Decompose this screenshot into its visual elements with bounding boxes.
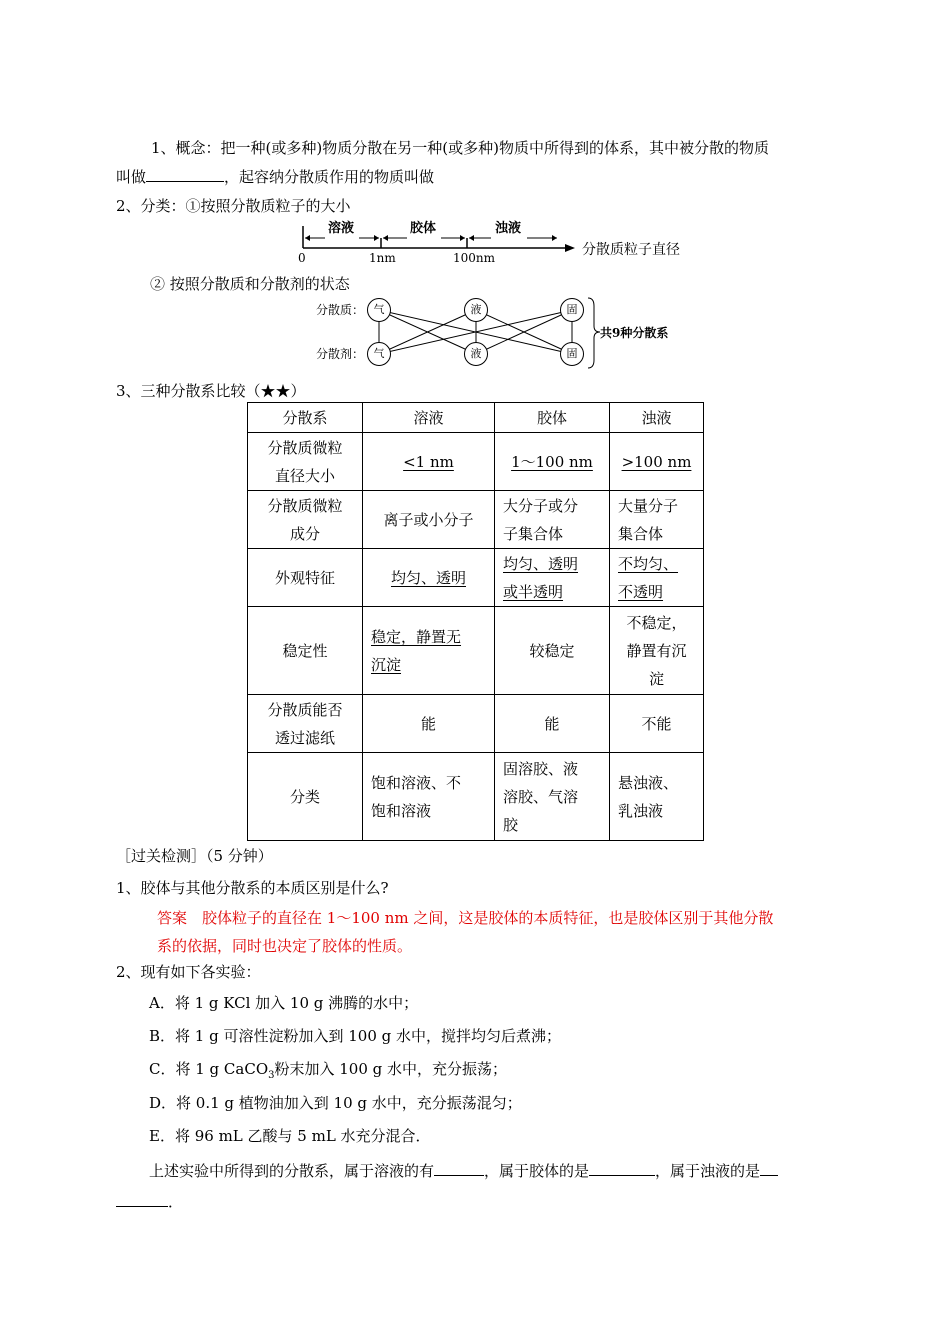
cell-line: 沉淀	[371, 655, 402, 674]
fill-line-1	[149, 1160, 778, 1181]
blank-solution[interactable]	[434, 1160, 484, 1176]
classification-heading: 2、分类：①按照分散质粒子的大小	[116, 197, 351, 215]
cell-line: 大分子或分	[503, 496, 579, 515]
node-dispersoid-gas: 气	[367, 298, 391, 322]
table-cell	[495, 491, 610, 549]
cell-line: 1～100 nm	[511, 452, 593, 471]
concept-line-2	[116, 166, 434, 187]
cell-line: 不均匀、	[618, 554, 679, 573]
cell-line: 子集合体	[503, 524, 564, 543]
cell-line: 均匀、透明	[390, 568, 466, 587]
scale-segment-suspension: 浊液	[495, 221, 522, 236]
table-cell	[610, 753, 704, 841]
table-row	[248, 433, 704, 491]
cell-line: 较稳定	[529, 641, 575, 660]
table-cell	[610, 433, 704, 491]
row-label-line: 透过滤纸	[274, 728, 335, 747]
row-label	[248, 695, 363, 753]
question-1: 1、胶体与其他分散系的本质区别是什么?	[116, 879, 389, 897]
row-label-line: 成分	[289, 524, 320, 543]
table-cell	[610, 549, 704, 607]
scale-segment-colloid: 胶体	[410, 221, 437, 236]
scale-axis-label: 分散质粒子直径	[582, 242, 680, 258]
concept-line-1: 1、概念：把一种(或多种)物质分散在另一种(或多种)物质中所得到的体系，其中被分散的物质	[151, 139, 769, 157]
cell-line: 不能	[641, 714, 672, 733]
check-heading: ［过关检测］（5 分钟）	[116, 847, 273, 865]
answer-1-line-2: 系的依据，同时也决定了胶体的性质。	[157, 937, 413, 955]
option-b: B．将 1 g 可溶性淀粉加入到 100 g 水中，搅拌均匀后煮沸；	[149, 1027, 562, 1045]
row-label-line: 分散质能否	[267, 700, 343, 719]
row-label-line: 分类	[289, 787, 320, 806]
scale-segment-solution: 溶液	[328, 221, 355, 236]
scale-tick-0: 0	[298, 251, 306, 265]
row-label	[248, 491, 363, 549]
cell-line: 固溶胶、液	[503, 759, 579, 778]
table-row	[248, 491, 704, 549]
table-row	[248, 753, 704, 841]
table-cell	[363, 753, 495, 841]
table-cell	[363, 695, 495, 753]
concept-text-a: 叫做	[116, 168, 147, 186]
row-label-line: 稳定性	[282, 641, 328, 660]
option-c-rest: 粉末加入 100 g 水中，充分振荡；	[274, 1060, 508, 1078]
row-label-dispersoid: 分散质：	[316, 303, 365, 317]
table-cell	[495, 753, 610, 841]
blank-suspension-start[interactable]	[760, 1160, 778, 1176]
option-e: E．将 96 mL 乙酸与 5 mL 水充分混合．	[149, 1127, 431, 1145]
table-cell	[363, 607, 495, 695]
cell-line: 均匀、透明	[503, 554, 579, 573]
cell-line: 不稳定，	[626, 613, 687, 632]
cell-line: >100 nm	[621, 452, 692, 471]
table-cell	[363, 491, 495, 549]
table-cell	[495, 549, 610, 607]
comparison-table	[247, 402, 704, 841]
fill-line-2	[116, 1191, 183, 1212]
cell-line: 悬浊液、	[618, 773, 679, 792]
scale-tick-100nm: 100nm	[453, 251, 496, 265]
answer-1-line-1: 答案 胶体粒子的直径在 1～100 nm 之间，这是胶体的本质特征，也是胶体区别于其他分散	[157, 909, 774, 927]
cell-line: <1 nm	[403, 452, 454, 471]
node-medium-solid: 固	[560, 342, 584, 366]
option-c-subscript: 3	[268, 1070, 275, 1081]
row-label	[248, 433, 363, 491]
blank-colloid[interactable]	[589, 1160, 655, 1176]
cell-line: 离子或小分子	[383, 510, 474, 529]
table-header-row	[248, 403, 704, 433]
cell-line: 乳浊液	[618, 801, 664, 820]
fill-text-colloid: ，属于胶体的是	[484, 1162, 590, 1180]
cell-line: 能	[544, 714, 560, 733]
table-cell	[363, 549, 495, 607]
row-label-line: 外观特征	[274, 568, 335, 587]
blank-dispersoid[interactable]	[146, 166, 224, 182]
header-cell: 分散系	[248, 403, 363, 433]
row-label-line: 分散质微粒	[267, 438, 343, 457]
state-combination-diagram	[312, 296, 692, 372]
concept-text-b: ，起容纳分散质作用的物质叫做	[224, 168, 435, 186]
table-cell	[495, 607, 610, 695]
fill-period: ．	[168, 1193, 184, 1211]
cell-line: 饱和溶液、不	[371, 773, 462, 792]
table-row	[248, 549, 704, 607]
table-cell	[495, 695, 610, 753]
node-dispersoid-solid: 固	[560, 298, 584, 322]
header-cell: 溶液	[363, 403, 495, 433]
cell-line: 饱和溶液	[371, 801, 432, 820]
cell-line: 溶胶、气溶	[503, 787, 579, 806]
fill-text-solution: 上述实验中所得到的分散系，属于溶液的有	[149, 1162, 435, 1180]
cell-line: 集合体	[618, 524, 664, 543]
comparison-heading: 3、三种分散系比较（★★）	[116, 382, 306, 400]
cell-line: 淀	[648, 669, 664, 688]
header-cell: 胶体	[495, 403, 610, 433]
table-row	[248, 695, 704, 753]
row-label	[248, 549, 363, 607]
node-medium-liquid: 液	[464, 342, 488, 366]
table-cell	[610, 491, 704, 549]
table-cell	[495, 433, 610, 491]
cell-line: 能	[420, 714, 436, 733]
table-row	[248, 607, 704, 695]
cell-line: 或半透明	[503, 582, 564, 601]
row-label-line: 直径大小	[274, 466, 335, 485]
row-label	[248, 753, 363, 841]
node-medium-gas: 气	[367, 342, 391, 366]
row-label-line: 分散质微粒	[267, 496, 343, 515]
cell-line: 静置有沉	[626, 641, 687, 660]
option-d: D．将 0.1 g 植物油加入到 10 g 水中，充分振荡混匀；	[149, 1094, 522, 1112]
option-a: A．将 1 g KCl 加入 10 g 沸腾的水中；	[149, 994, 419, 1012]
table-cell	[610, 695, 704, 753]
cell-line: 稳定，静置无	[371, 627, 462, 646]
header-cell: 浊液	[610, 403, 704, 433]
row-label	[248, 607, 363, 695]
table-cell	[363, 433, 495, 491]
blank-suspension-end[interactable]	[116, 1191, 168, 1207]
particle-size-scale	[295, 218, 695, 268]
row-label-medium: 分散剂：	[316, 347, 365, 361]
scale-tick-1nm: 1nm	[369, 251, 396, 265]
question-2: 2、现有如下各实验：	[116, 963, 261, 981]
option-c-text: C．将 1 g CaCO	[149, 1060, 269, 1078]
state-heading: ② 按照分散质和分散剂的状态	[150, 275, 350, 293]
cell-line: 不透明	[618, 582, 664, 601]
fill-text-suspension: ，属于浊液的是	[655, 1162, 761, 1180]
table-cell	[610, 607, 704, 695]
node-dispersoid-liquid: 液	[464, 298, 488, 322]
total-systems-label: 共9种分散系	[600, 326, 669, 340]
cell-line: 胶	[503, 815, 519, 834]
option-c	[149, 1059, 507, 1086]
cell-line: 大量分子	[618, 496, 679, 515]
